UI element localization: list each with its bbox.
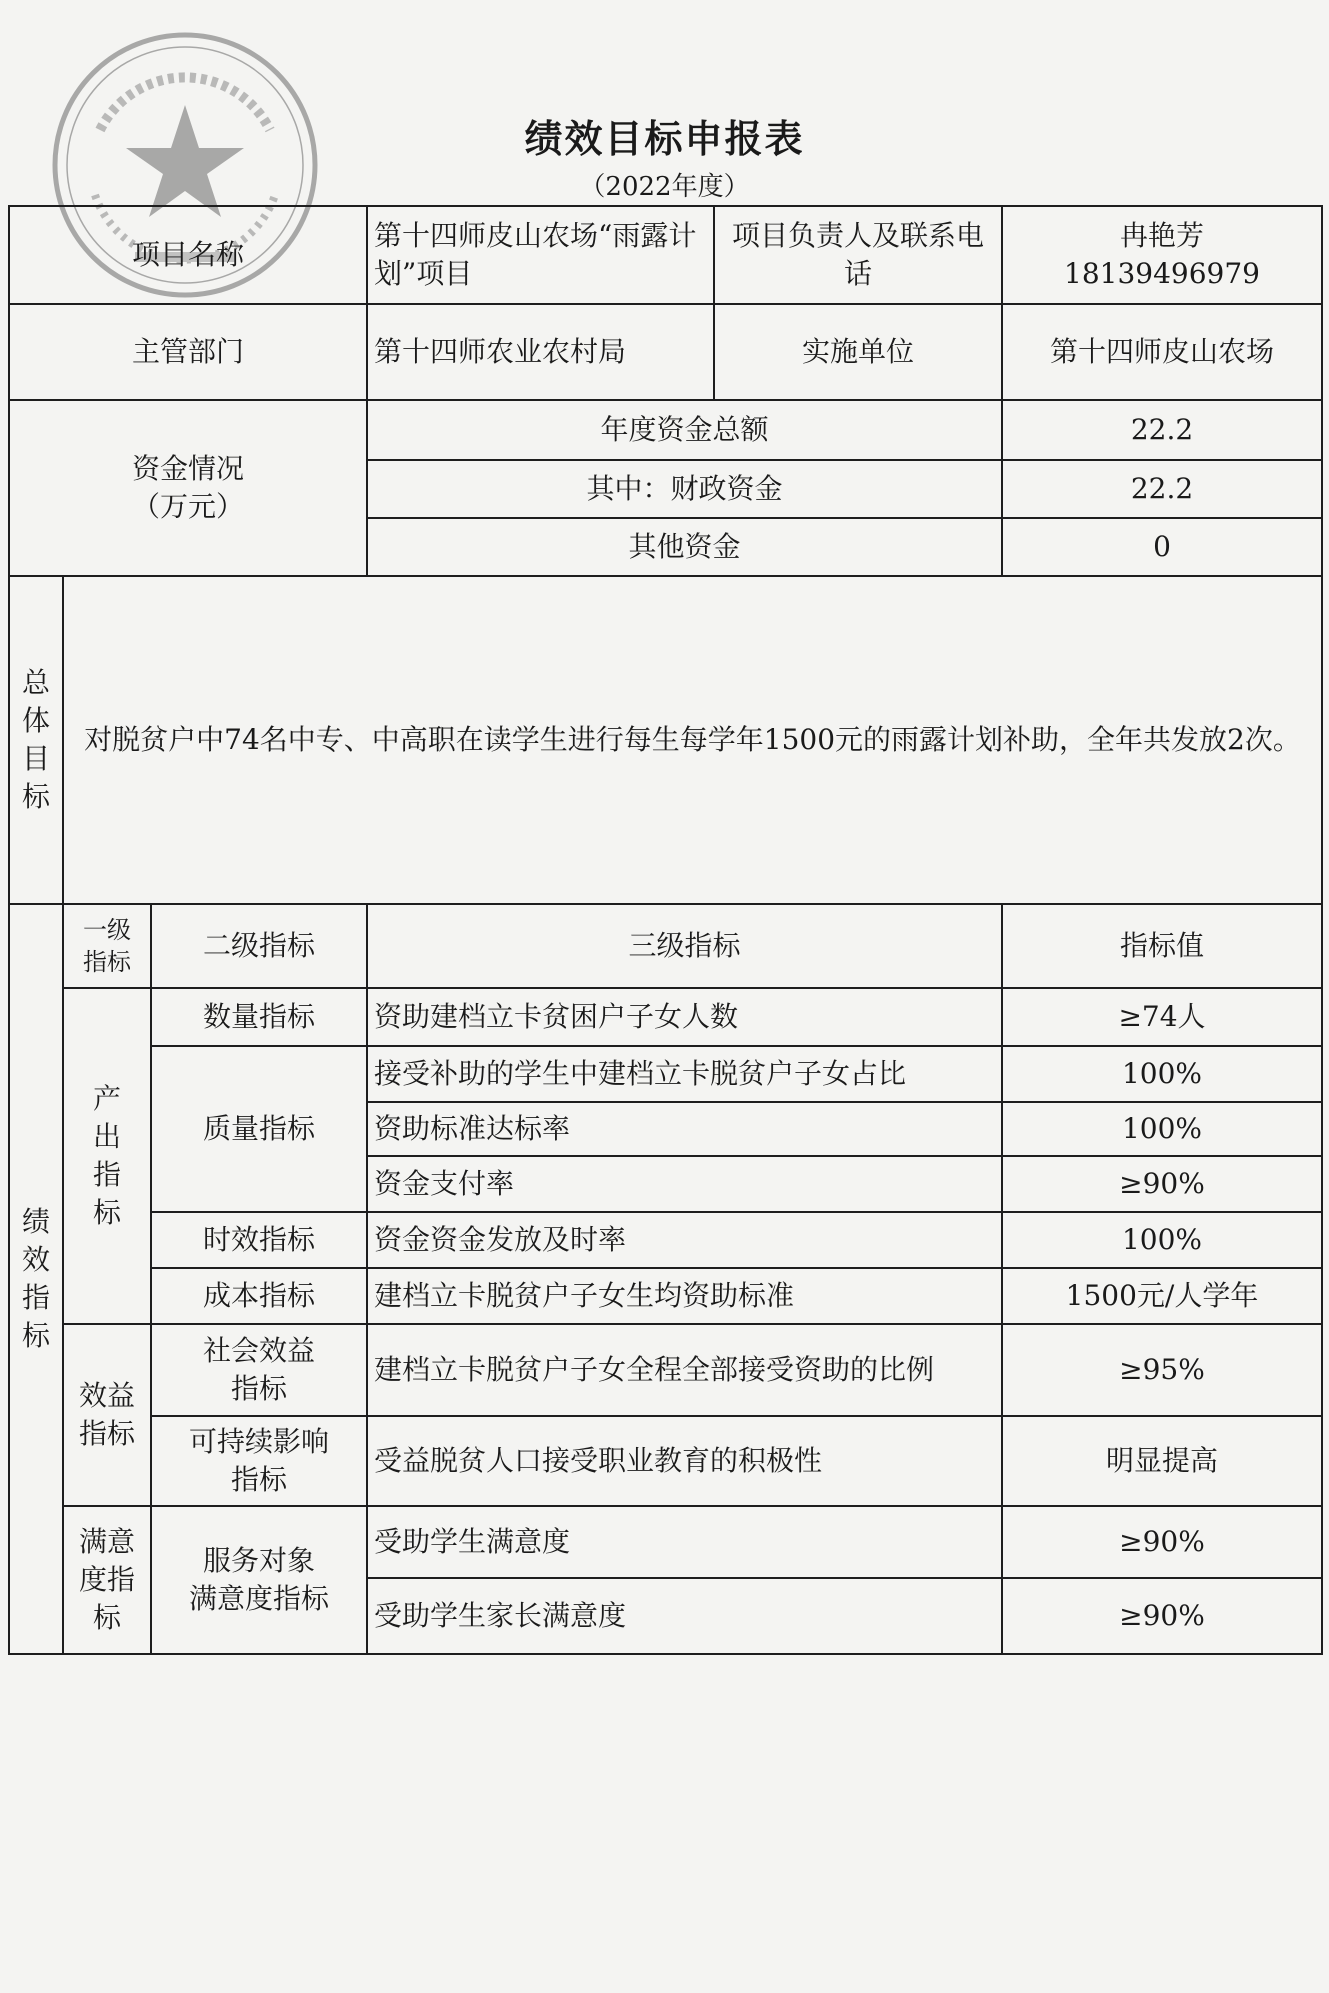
department-row	[9, 304, 1322, 400]
funding-total-row	[9, 400, 1322, 460]
level2-line: 服务对象	[203, 1544, 316, 1578]
overall-goal-label-char: 标	[21, 779, 50, 813]
output-indicator-char: 出	[92, 1120, 121, 1154]
indicator-section-char: 绩	[21, 1205, 50, 1239]
department-label: 主管部门	[9, 304, 367, 400]
level3-cell: 接受补助的学生中建档立卡脱贫户子女占比	[367, 1046, 1002, 1102]
level3-cell: 资金资金发放及时率	[367, 1212, 1002, 1268]
funding-label-cell	[9, 400, 367, 576]
satisfaction-indicator-char: 标	[92, 1600, 121, 1634]
output-indicator-char: 标	[92, 1195, 121, 1229]
overall-goal-label-char: 总	[21, 666, 50, 700]
output-indicator-char: 指	[92, 1158, 121, 1191]
funding-fiscal-label: 其中：财政资金	[367, 460, 1002, 518]
output-indicator-char: 产	[92, 1082, 121, 1116]
department-value: 第十四师农业农村局	[367, 304, 714, 400]
indicator-row	[9, 1268, 1322, 1324]
header-level1	[63, 904, 151, 988]
overall-goal-label-char: 体	[21, 704, 50, 738]
value-cell: ≥90%	[1002, 1506, 1322, 1578]
level3-cell: 资金支付率	[367, 1156, 1002, 1212]
value-cell: 100%	[1002, 1212, 1322, 1268]
level3-cell: 建档立卡脱贫户子女全程全部接受资助的比例	[367, 1324, 1002, 1416]
header-level2: 二级指标	[151, 904, 367, 988]
contact-cell	[1002, 206, 1322, 304]
level2-cell: 成本指标	[151, 1268, 367, 1324]
indicator-row	[9, 1212, 1322, 1268]
benefit-indicator-char: 效益	[78, 1379, 135, 1413]
level3-cell: 受助学生家长满意度	[367, 1578, 1002, 1654]
level2-cell: 数量指标	[151, 988, 367, 1046]
header-value: 指标值	[1002, 904, 1322, 988]
overall-goal-row	[9, 576, 1322, 904]
value-cell: 1500元/人学年	[1002, 1268, 1322, 1324]
level3-cell: 资助标准达标率	[367, 1102, 1002, 1156]
funding-other-value: 0	[1002, 518, 1322, 576]
implementing-unit-label: 实施单位	[714, 304, 1002, 400]
indicator-row	[9, 988, 1322, 1046]
indicator-row	[9, 1046, 1322, 1102]
value-cell: 100%	[1002, 1102, 1322, 1156]
level3-cell: 资助建档立卡贫困户子女人数	[367, 988, 1002, 1046]
funding-fiscal-value: 22.2	[1002, 460, 1322, 518]
level2-line: 指标	[231, 1463, 288, 1496]
indicator-header-row	[9, 904, 1322, 988]
value-cell: 明显提高	[1002, 1416, 1322, 1506]
funding-total-label: 年度资金总额	[367, 400, 1002, 460]
output-indicator-label	[63, 988, 151, 1324]
benefit-indicator-char: 指标	[78, 1417, 135, 1450]
contact-label: 项目负责人及联系电话	[714, 206, 1002, 304]
level2-line: 指标	[231, 1372, 288, 1405]
document-year: （2022年度）	[579, 172, 750, 202]
funding-label: 资金情况	[132, 452, 245, 486]
satisfaction-indicator-char: 满意	[78, 1525, 135, 1559]
level2-line: 可持续影响	[189, 1425, 330, 1459]
overall-goal-label-char: 目	[21, 742, 50, 775]
level2-line: 满意度指标	[189, 1582, 330, 1615]
benefit-indicator-label	[63, 1324, 151, 1506]
level2-cell: 时效指标	[151, 1212, 367, 1268]
indicator-row	[9, 1416, 1322, 1506]
project-name-row	[9, 206, 1322, 304]
performance-table	[8, 205, 1323, 1655]
level2-cell: 质量指标	[151, 1046, 367, 1212]
level2-cell	[151, 1324, 367, 1416]
overall-goal-text: 对脱贫户中74名中专、中高职在读学生进行每生每学年1500元的雨露计划补助，全年共发放2次。	[63, 576, 1322, 904]
contact-name: 冉艳芳	[1120, 219, 1205, 253]
funding-total-value: 22.2	[1002, 400, 1322, 460]
indicator-section-char: 效	[21, 1243, 50, 1277]
value-cell: ≥74人	[1002, 988, 1322, 1046]
indicator-row	[9, 1506, 1322, 1578]
level2-cell	[151, 1506, 367, 1654]
implementing-unit-value: 第十四师皮山农场	[1002, 304, 1322, 400]
header-level3: 三级指标	[367, 904, 1002, 988]
satisfaction-indicator-char: 度指	[78, 1563, 135, 1597]
level3-cell: 受益脱贫人口接受职业教育的积极性	[367, 1416, 1002, 1506]
value-cell: 100%	[1002, 1046, 1322, 1102]
project-name-label: 项目名称	[9, 206, 367, 304]
value-cell: ≥90%	[1002, 1578, 1322, 1654]
level3-cell: 建档立卡脱贫户子女生均资助标准	[367, 1268, 1002, 1324]
indicator-row	[9, 1324, 1322, 1416]
value-cell: ≥95%	[1002, 1324, 1322, 1416]
project-name-value: 第十四师皮山农场“雨露计划”项目	[367, 206, 714, 304]
funding-unit: （万元）	[132, 490, 245, 523]
funding-other-label: 其他资金	[367, 518, 1002, 576]
header-level1-line: 一级	[83, 915, 131, 944]
contact-phone: 18139496979	[1064, 257, 1260, 290]
level2-line: 社会效益	[203, 1334, 316, 1368]
overall-goal-label	[9, 576, 63, 904]
document-title: 绩效目标申报表	[524, 116, 805, 161]
level2-cell	[151, 1416, 367, 1506]
value-cell: ≥90%	[1002, 1156, 1322, 1212]
header-level1-line: 指标	[83, 948, 131, 976]
indicator-section-label	[9, 904, 63, 1654]
indicator-section-char: 标	[21, 1318, 50, 1352]
level3-cell: 受助学生满意度	[367, 1506, 1002, 1578]
satisfaction-indicator-label	[63, 1506, 151, 1654]
indicator-section-char: 指	[21, 1281, 50, 1314]
